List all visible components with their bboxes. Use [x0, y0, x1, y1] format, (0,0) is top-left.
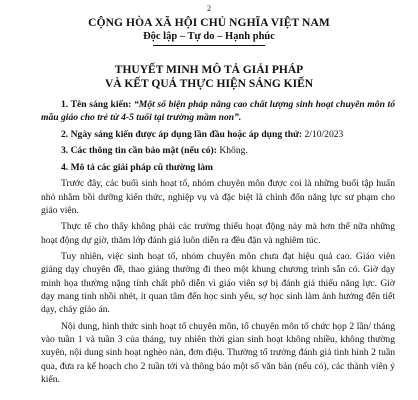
section-2 — [41, 128, 395, 141]
paragraph: Trước đây, các buổi sinh hoạt tổ, nhóm chuyên môn được coi là những buổi tập huấn nhỏ nhằm bồi dưỡng kiến thức, nghiệp vụ và đặc biệt là chỉnh đốn năng lực sư phạm cho giáo viên. — [41, 178, 395, 216]
document-title-line-1: THUYẾT MINH MÔ TẢ GIẢI PHÁP — [114, 64, 304, 76]
section-2-label: 2. Ngày sáng kiến được áp dụng lần đầu hoặc áp dụng thử: — [61, 128, 303, 140]
initiative-name: “Một số biện pháp nâng cao chất lượng sinh hoạt chuyên môn tổ mẫu giáo cho trẻ từ 4-5 tuổi tại trường mầm non”. — [41, 99, 395, 124]
paragraph: Thực tế cho thấy không phải các trường thiếu hoạt động này mà hơn thế nữa những hoạt động dự giờ, thăm lớp đánh giá luôn diễn ra đều đặn và nghiêm túc. — [41, 221, 395, 246]
confidential-info: Không. — [219, 145, 248, 157]
section-1 — [41, 98, 395, 125]
section-4-heading: 4. Mô tả các giải pháp cũ thường làm — [61, 161, 214, 173]
national-title: CỘNG HÒA XÃ HỘI CHỦ NGHĨA VIỆT NAM — [88, 17, 330, 29]
paragraph: Nội dung, hình thức sinh hoạt tổ chuyên môn, tổ chuyên môn tổ chức họp 2 lần/ tháng vào tuần 1 và tuần 3 của tháng, tuy nhiên thời gian sinh hoạt không nhiều, không thường xuyên, nội dung sinh hoạt nghèo nàn, đơn điệu. Thường tổ trưởng đánh giá tình hình 2 tuần qua, đưa ra kế hoạch cho 2 tuần tới và thông báo một số văn bản (nếu có), các thành viên ý kiến. — [41, 320, 395, 385]
document-body — [41, 98, 395, 389]
page-number: 2 — [207, 4, 211, 13]
motto-underline — [153, 45, 265, 46]
national-motto: Độc lập – Tự do – Hạnh phúc — [143, 31, 275, 42]
first-applied-date: 2/10/2023 — [304, 128, 344, 140]
section-3 — [41, 144, 395, 157]
section-1-label: 1. Tên sáng kiến: — [61, 99, 132, 110]
section-3-label: 3. Các thông tin cần bảo mật (nếu có): — [61, 145, 217, 157]
document-title-line-2: VÀ KẾT QUẢ THỰC HIỆN SÁNG KIẾN — [104, 78, 314, 90]
paragraph: Tuy nhiên, việc sinh hoạt tổ, nhóm chuyên môn chưa đạt hiệu quả cao. Giáo viên giảng dạy chuyên đề, thao giảng thường đi theo một khung chương trình sẵn có. Giờ dạy minh họa thường nặng tính chất phô diễn vì giáo viên sợ bị đánh giá thiếu năng lực. Giờ dạy mang tính nhồi nhét, ít quan tâm đến học sinh yếu, sợ học sinh làm ảnh hưởng đến tiết dạy, cháy giáo án. — [41, 251, 395, 316]
